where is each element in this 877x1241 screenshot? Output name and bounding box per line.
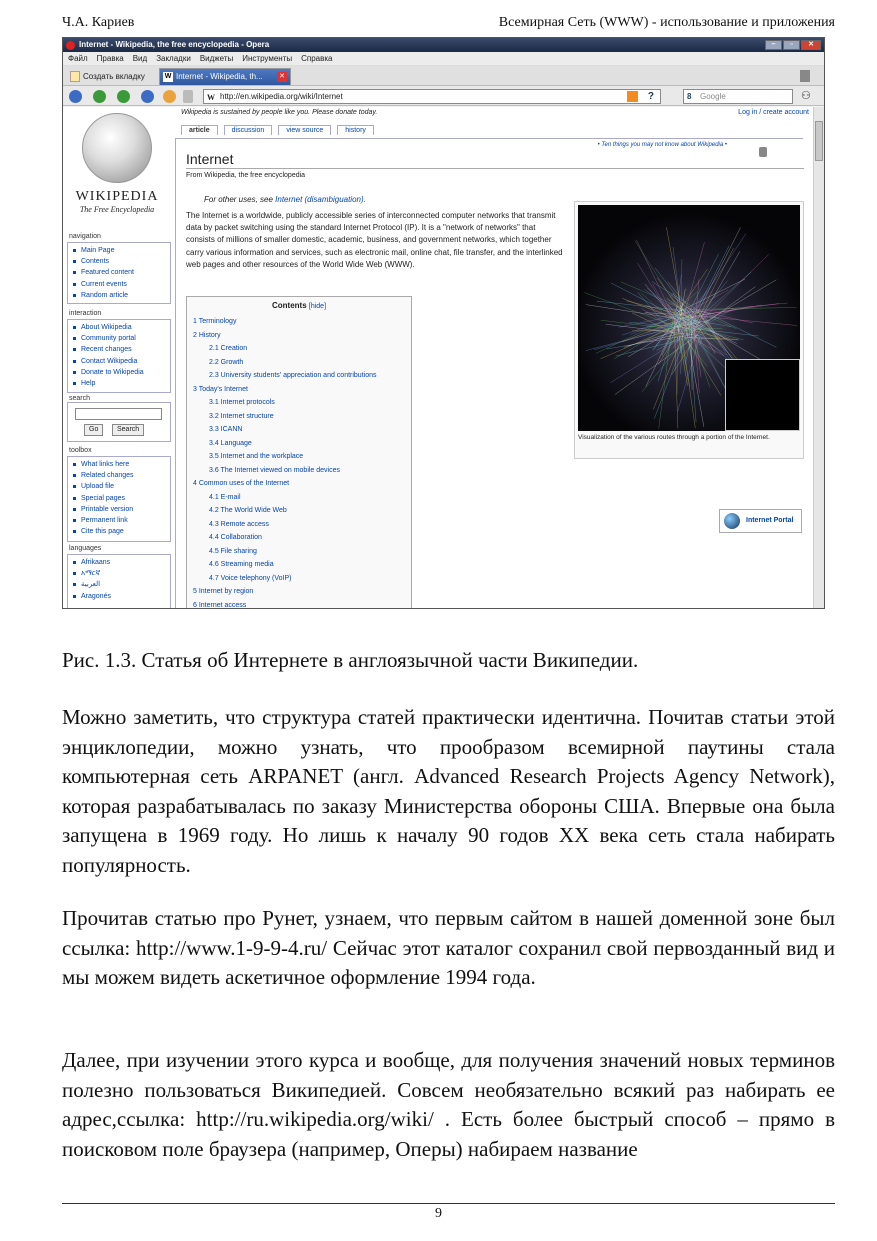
tab-history[interactable]: history bbox=[337, 125, 374, 135]
navigation-box bbox=[67, 242, 171, 304]
toc-item[interactable]: 4 Common uses of the Internet bbox=[193, 480, 290, 487]
globe-icon bbox=[82, 113, 152, 183]
other-uses-text: For other uses, see bbox=[204, 195, 273, 204]
address-bar bbox=[63, 86, 824, 106]
toc-item[interactable]: 4.4 Collaboration bbox=[209, 534, 262, 541]
toc-item[interactable]: 3.6 The Internet viewed on mobile devices bbox=[209, 466, 341, 474]
toolbox-link[interactable]: Permanent link bbox=[72, 515, 166, 526]
nav-link[interactable]: Featured content bbox=[72, 267, 166, 278]
nav-link[interactable]: Main Page bbox=[72, 245, 166, 256]
toc-item[interactable]: 2.3 University students' appreciation and contributions bbox=[209, 372, 377, 379]
page-header bbox=[62, 15, 835, 35]
new-tab-button[interactable] bbox=[69, 69, 149, 84]
help-icon[interactable]: ? bbox=[647, 91, 654, 102]
article-lead: The Internet is a worldwide, publicly accessible series of interconnected computer networks that transmit data by packet switching using the standard Internet Protocol (IP). It is a "network of networks" that consists of millions of smaller domestic, academic, business, and government networks, which together carry various information and services, such as electronic mail, online chat, file transfer, and the interlinked web pages and other resources of the World Wide Web (WWW). bbox=[186, 211, 563, 269]
logo-tagline: The Free Encyclopedia bbox=[79, 205, 155, 214]
go-button[interactable]: Go bbox=[84, 424, 103, 436]
toolbox-link[interactable]: Related changes bbox=[72, 470, 166, 481]
language-link[interactable]: Aragonés bbox=[72, 591, 166, 602]
menu-widgets[interactable]: Виджеты bbox=[199, 54, 234, 63]
navigation-title: navigation bbox=[69, 233, 101, 240]
wikipedia-logo[interactable] bbox=[67, 113, 167, 231]
close-icon[interactable]: ✕ bbox=[801, 40, 821, 50]
google-icon: 8 bbox=[687, 92, 692, 101]
network-route-line bbox=[658, 336, 676, 365]
rss-icon[interactable] bbox=[627, 91, 638, 102]
toc-title: Contents bbox=[271, 301, 307, 310]
edit-icon[interactable] bbox=[183, 90, 193, 103]
toc-item[interactable]: 4.5 File sharing bbox=[209, 547, 257, 555]
tab-discussion[interactable]: discussion bbox=[224, 125, 273, 135]
tab-current[interactable] bbox=[159, 68, 291, 85]
toc-item[interactable]: 5 Internet by region bbox=[193, 588, 254, 595]
network-route-line bbox=[685, 254, 768, 336]
other-uses-note bbox=[204, 195, 366, 204]
nav-link[interactable]: Current events bbox=[72, 279, 166, 290]
language-link[interactable]: العربية bbox=[72, 579, 166, 590]
toc-header bbox=[193, 301, 405, 310]
page-number: 9 bbox=[435, 1206, 442, 1221]
ten-things-link[interactable]: • Ten things you may not know about Wikipedia • bbox=[597, 142, 727, 148]
toolbox-title: toolbox bbox=[69, 447, 92, 454]
toolbox-link[interactable]: Printable version bbox=[72, 504, 166, 515]
paragraph: Далее, при изучении этого курса и вообще, для получения значений новых терминов полезно пользоваться Википедией. Совсем необязательно всякий раз набирать ее адрес,ссылка: http://ru.wikipedia.org/wiki/ . Есть более быстрый способ – прямо в поисковом поле браузера (например, Оперы) набираем название bbox=[62, 1048, 835, 1161]
toolbox-link[interactable]: Upload file bbox=[72, 481, 166, 492]
header-title: Всемирная Сеть (WWW) - использование и приложения bbox=[498, 15, 835, 30]
network-route-line bbox=[695, 329, 758, 336]
menu-file[interactable]: Файл bbox=[68, 54, 88, 63]
search-placeholder: Google bbox=[700, 92, 726, 101]
toc-item[interactable]: 6 Internet access bbox=[193, 601, 247, 609]
interaction-link[interactable]: Recent changes bbox=[72, 344, 166, 355]
paragraph: Можно заметить, что структура статей практически идентична. Почитав статьи этой энциклопедии, можно узнать, что прообразом всемирной паутины стала компьютерная сеть ARPANET (англ. Advanced Research Projects Agency Network), которая разрабатывалась по заказу Министерства обороны США. Впервые она была запущена в 1969 году. Но лишь к началу 90 годов XX века сеть стала набирать популярность. bbox=[62, 705, 835, 877]
wiki-search-box bbox=[67, 402, 171, 442]
network-route-line bbox=[677, 279, 745, 313]
search-title: search bbox=[69, 395, 91, 402]
menu-bookmarks[interactable]: Закладки bbox=[156, 54, 191, 63]
zoom-inset-image bbox=[725, 359, 800, 431]
menu-tools[interactable]: Инструменты bbox=[242, 54, 293, 63]
toc-item[interactable]: 3.4 Language bbox=[209, 439, 252, 447]
interaction-link[interactable]: Contact Wikipedia bbox=[72, 356, 166, 367]
toc-item[interactable]: 4.2 The World Wide Web bbox=[209, 507, 287, 514]
nav-link[interactable]: Random article bbox=[72, 290, 166, 301]
tab-label: Internet - Wikipedia, th... bbox=[176, 72, 263, 81]
scrollbar-thumb[interactable] bbox=[815, 121, 823, 161]
menu-help[interactable]: Справка bbox=[301, 54, 333, 63]
toc-item[interactable]: 4.7 Voice telephony (VoIP) bbox=[209, 574, 292, 582]
internet-map-image[interactable] bbox=[578, 205, 800, 431]
trash-icon[interactable] bbox=[800, 70, 810, 82]
network-route-line bbox=[610, 329, 695, 383]
url-field[interactable] bbox=[203, 89, 661, 104]
logo-name: WIKIPEDIA bbox=[75, 189, 159, 204]
back-icon[interactable] bbox=[93, 90, 106, 103]
interaction-link[interactable]: Help bbox=[72, 378, 166, 389]
maximize-icon[interactable]: ▫ bbox=[783, 40, 800, 50]
toc-item[interactable]: 4.6 Streaming media bbox=[209, 561, 274, 568]
network-route-line bbox=[688, 308, 753, 323]
nav-link[interactable]: Contents bbox=[72, 256, 166, 267]
interaction-link[interactable]: Donate to Wikipedia bbox=[72, 367, 166, 378]
article-title: Internet bbox=[186, 151, 804, 169]
forward-icon[interactable] bbox=[117, 90, 130, 103]
toolbox-link[interactable]: Special pages bbox=[72, 493, 166, 504]
toc-item[interactable]: 3.1 Internet protocols bbox=[209, 399, 275, 406]
vertical-scrollbar[interactable] bbox=[813, 107, 824, 609]
toc-item[interactable]: 3.5 Internet and the workplace bbox=[209, 453, 304, 460]
window-controls bbox=[765, 40, 821, 50]
opera-icon bbox=[66, 41, 75, 50]
network-route-line bbox=[681, 330, 721, 395]
toc-item[interactable]: 2.1 Creation bbox=[209, 345, 248, 352]
tab-view-source[interactable]: view source bbox=[278, 125, 331, 135]
rewind-icon[interactable] bbox=[69, 90, 82, 103]
browser-screenshot bbox=[62, 37, 825, 609]
interaction-link[interactable]: Community portal bbox=[72, 333, 166, 344]
paragraph: Прочитав статью про Рунет, узнаем, что первым сайтом в нашей доменной зоне был ссылка: http://www.1-9-9-4.ru/ Сейчас этот каталог сохранил свой первозданный вид и мы можем видеть аскетичное оформление 1994 года. bbox=[62, 906, 835, 989]
disambiguation-link[interactable]: Internet (disambiguation). bbox=[275, 195, 366, 204]
menu-bar bbox=[63, 52, 824, 66]
toolbox-link[interactable]: What links here bbox=[72, 459, 166, 470]
menu-edit[interactable]: Правка bbox=[96, 54, 124, 63]
network-route-line bbox=[690, 246, 729, 324]
figure-caption-text: Рис. 1.3. Статья об Интернете в англоязычной части Википедии. bbox=[62, 648, 639, 672]
network-route-line bbox=[690, 254, 718, 310]
toc-item[interactable]: 1 Terminology bbox=[193, 318, 237, 325]
toc-item[interactable]: 4.1 E-mail bbox=[209, 493, 241, 501]
toc-item[interactable]: 3 Today's Internet bbox=[193, 385, 248, 393]
network-route-line bbox=[586, 305, 677, 319]
article-figure bbox=[574, 201, 804, 459]
interaction-box bbox=[67, 319, 171, 393]
tab-bar bbox=[63, 66, 824, 86]
new-tab-icon bbox=[70, 71, 80, 82]
binoculars-icon[interactable]: ⚇ bbox=[801, 90, 811, 102]
tab-close-icon[interactable]: ✕ bbox=[277, 72, 287, 82]
site-icon: W bbox=[207, 93, 215, 102]
article-body bbox=[175, 138, 803, 609]
wiki-tabs bbox=[181, 125, 374, 135]
languages-title: languages bbox=[69, 545, 102, 552]
minimize-icon[interactable]: – bbox=[765, 40, 782, 50]
toc-item[interactable]: 2 History bbox=[193, 331, 221, 339]
language-link[interactable]: Afrikaans bbox=[72, 557, 166, 568]
table-of-contents bbox=[186, 296, 412, 609]
sustained-notice: Wikipedia is sustained by people like you. Please donate today. bbox=[181, 109, 378, 116]
window-title: Internet - Wikipedia, the free encyclopedia - Opera bbox=[79, 40, 270, 49]
footer-rule bbox=[62, 1203, 835, 1204]
internet-portal-link[interactable] bbox=[719, 509, 802, 533]
toolbox-box bbox=[67, 456, 171, 542]
figure-caption: Visualization of the various routes through a portion of the Internet. bbox=[578, 434, 770, 441]
toc-item[interactable]: 4.3 Remote access bbox=[209, 520, 269, 528]
network-route-line bbox=[704, 311, 777, 347]
toc-item[interactable]: 3.2 Internet structure bbox=[209, 412, 274, 420]
menu-view[interactable]: Вид bbox=[132, 54, 148, 63]
interaction-title: interaction bbox=[69, 310, 102, 317]
network-route-line bbox=[638, 263, 680, 332]
new-tab-label: Создать вкладку bbox=[83, 72, 145, 81]
article-from: From Wikipedia, the free encyclopedia bbox=[186, 172, 306, 179]
wiki-search-input[interactable] bbox=[75, 408, 162, 420]
toc-list bbox=[193, 315, 405, 609]
interaction-link[interactable]: About Wikipedia bbox=[72, 322, 166, 333]
login-link[interactable]: Log in / create account bbox=[738, 109, 809, 116]
search-button[interactable]: Search bbox=[112, 424, 144, 436]
reload-icon[interactable] bbox=[163, 90, 176, 103]
language-link[interactable]: አማርኛ bbox=[72, 568, 166, 579]
url-text: http://en.wikipedia.org/wiki/Internet bbox=[220, 92, 343, 101]
toc-item[interactable]: 2.2 Growth bbox=[209, 358, 244, 366]
languages-box bbox=[67, 554, 171, 609]
network-route-line bbox=[697, 310, 738, 360]
portal-globe-icon bbox=[724, 513, 740, 529]
window-titlebar bbox=[63, 38, 824, 52]
fast-forward-icon[interactable] bbox=[141, 90, 154, 103]
toolbox-link[interactable]: Cite this page bbox=[72, 526, 166, 537]
wikipedia-favicon-icon: W bbox=[164, 73, 172, 80]
tab-article[interactable]: article bbox=[181, 125, 218, 135]
toc-hide-link[interactable]: [hide] bbox=[308, 303, 327, 310]
network-route-line bbox=[697, 227, 741, 314]
toc-item[interactable]: 3.3 ICANN bbox=[209, 426, 243, 433]
header-author: Ч.А. Кариев bbox=[62, 15, 135, 30]
page-viewport bbox=[63, 107, 815, 609]
network-route-line bbox=[654, 320, 692, 419]
search-field[interactable] bbox=[683, 89, 793, 104]
portal-label: Internet Portal bbox=[746, 517, 794, 524]
